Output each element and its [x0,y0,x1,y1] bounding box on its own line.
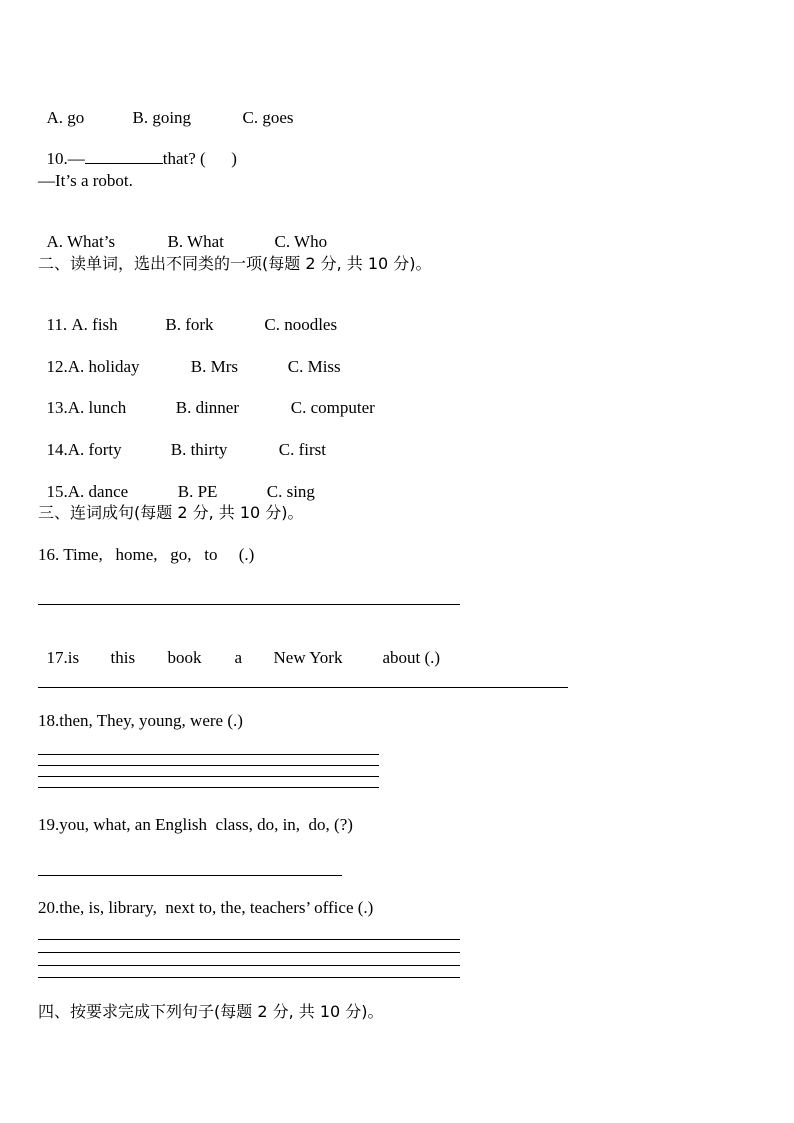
q14-option-b: B. thirty [170,440,228,459]
q16: 16. Time, home, go, to (.) [38,545,255,564]
answer-blank [85,149,163,164]
q11 [38,295,337,335]
q10-option-a: A. What’s [46,232,116,251]
q15-option-b: B. PE [177,482,218,501]
answer-line [38,875,342,876]
q20: 20.the, is, library, next to, the, teachers’ office (.) [38,898,374,917]
answer-line [38,687,568,688]
q10-number: 10. [46,149,68,168]
q13-option-a: A. lunch [67,398,127,417]
section4-title: 四、按要求完成下列句子(每题 2 分, 共 10 分)。 [38,1002,384,1021]
q12-option-a: A. holiday [67,357,140,376]
section2-title: 二、读单词，选出不同类的一项(每题 2 分, 共 10 分)。 [38,254,432,273]
q17 [38,628,440,668]
q12-option-b: B. Mrs [190,357,238,376]
q10-after-blank: that? ( ) [162,149,237,168]
answer-line [38,939,460,940]
q11-option-a: A. fish [71,315,118,334]
q10-answer: —It’s a robot. [38,171,133,190]
q11-option-c: C. noodles [264,315,338,334]
answer-line [38,952,460,953]
q9-options [38,88,294,128]
answer-line [38,787,379,788]
q14-number: 14. [46,440,68,459]
q17-word-1: 17.is [46,648,80,667]
q9-option-c: C. goes [242,108,294,127]
q13-number: 13. [46,398,68,417]
answer-line [38,776,379,777]
q17-word-5: New York [273,648,343,667]
q17-word-3: book [167,648,202,667]
q12-number: 12. [46,357,68,376]
q13-option-b: B. dinner [175,398,240,417]
q9-option-b: B. going [132,108,192,127]
answer-line [38,765,379,766]
answer-line [38,965,460,966]
q14-option-c: C. first [278,440,326,459]
q17-word-6: about (.) [382,648,441,667]
q13-option-c: C. computer [290,398,375,417]
answer-line [38,754,379,755]
q12-option-c: C. Miss [287,357,341,376]
q11-option-b: B. fork [165,315,214,334]
q12 [38,337,341,377]
q19: 19.you, what, an English class, do, in, do, (?) [38,815,353,834]
q17-word-2: this [110,648,136,667]
q10-options [38,212,327,252]
q18: 18.then, They, young, were (.) [38,711,243,730]
q11-number: 11. [46,315,72,334]
q10-option-b: B. What [167,232,224,251]
answer-line [38,604,460,605]
q10-dash: — [67,149,85,168]
q15-option-a: A. dance [67,482,129,501]
q10-option-c: C. Who [274,232,328,251]
answer-line [38,977,460,978]
q14-option-a: A. forty [67,440,122,459]
q15-number: 15. [46,482,68,501]
q15-option-c: C. sing [266,482,315,501]
q15 [38,462,315,502]
q13 [38,378,375,418]
q14 [38,420,326,460]
q10-question [38,129,237,169]
q9-option-a: A. go [46,108,85,127]
q17-word-4: a [234,648,243,667]
section3-title: 三、连词成句(每题 2 分, 共 10 分)。 [38,503,304,522]
